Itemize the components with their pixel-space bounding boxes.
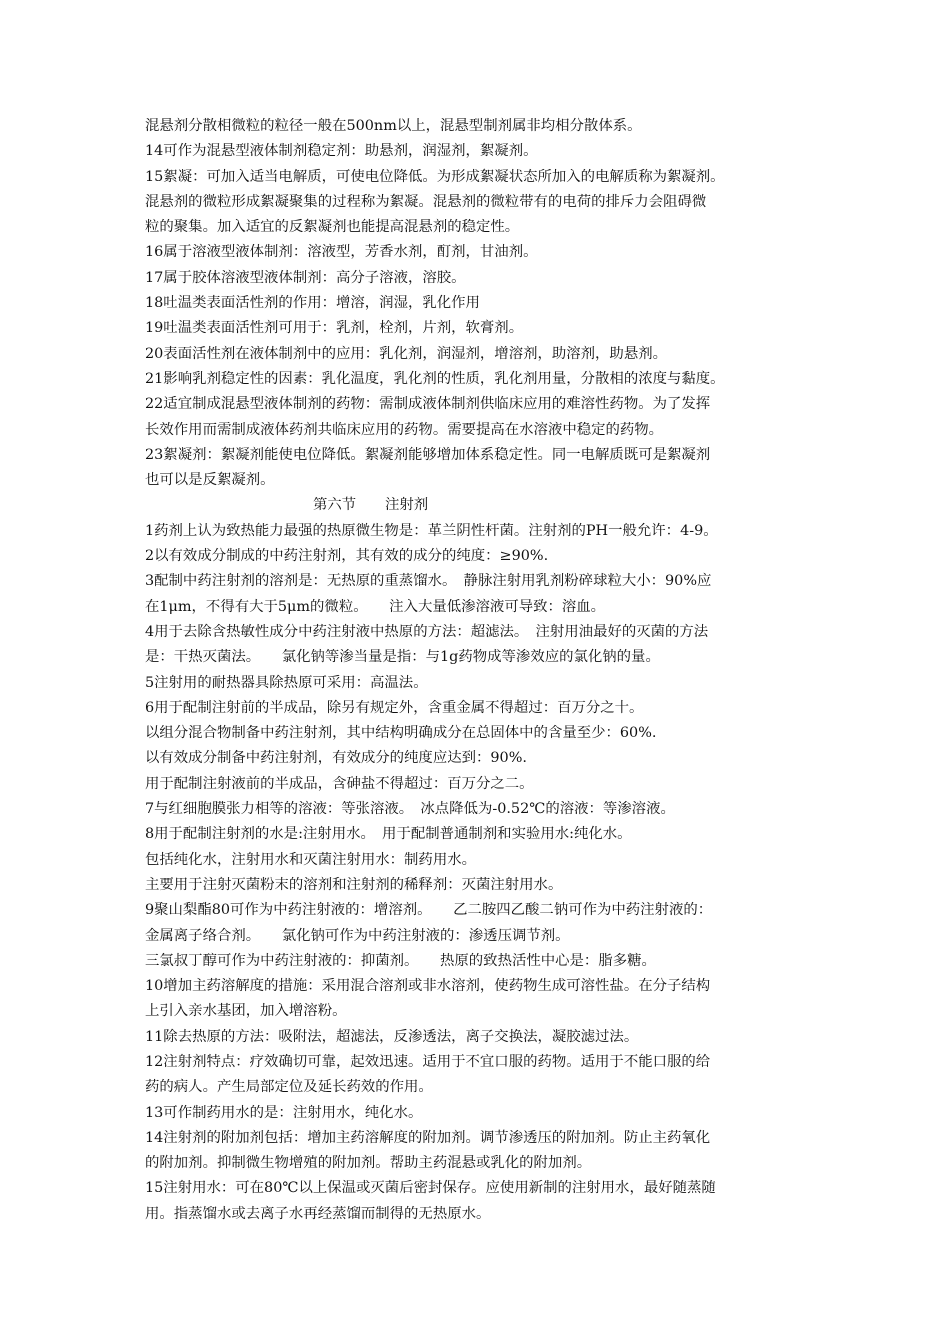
- text-line: 18吐温类表面活性剂的作用：增溶，润湿，乳化作用: [145, 295, 480, 312]
- document-page: [145, 114, 815, 1227]
- text-line: 用于配制注射液前的半成品，含砷盐不得超过：百万分之二。: [145, 775, 534, 792]
- section-heading: 第六节 注射剂: [313, 497, 429, 514]
- text-line: 19吐温类表面活性剂可用于：乳剂，栓剂，片剂，软膏剂。: [145, 320, 524, 337]
- text-line: 21影响乳剂稳定性的因素：乳化温度，乳化剂的性质，乳化剂用量，分散相的浓度与黏度。: [145, 370, 725, 387]
- text-line: 包括纯化水，注射用水和灭菌注射用水：制药用水。: [145, 851, 476, 868]
- text-line: 23絮凝剂：絮凝剂能使电位降低。絮凝剂能够增加体系稳定性。同一电解质既可是絮凝剂: [145, 446, 711, 463]
- text-line: 4用于去除含热敏性成分中药注射液中热原的方法：超滤法。 注射用油最好的灭菌的方法: [145, 623, 709, 640]
- text-line: 20表面活性剂在液体制剂中的应用：乳化剂，润湿剂，增溶剂，助溶剂，助悬剂。: [145, 345, 667, 362]
- text-line: 7与红细胞膜张力相等的溶液：等张溶液。 冰点降低为-0.52℃的溶液：等渗溶液。: [145, 801, 675, 818]
- text-line: 15注射用水：可在80℃以上保温或灭菌后密封保存。应使用新制的注射用水，最好随蒸随: [145, 1180, 716, 1197]
- text-line: 14注射剂的附加剂包括：增加主药溶解度的附加剂。调节渗透压的附加剂。防止主药氧化: [145, 1129, 711, 1146]
- text-line: 17属于胶体溶液型液体制剂：高分子溶液，溶胶。: [145, 269, 466, 286]
- text-line: 11除去热原的方法：吸附法，超滤法，反渗透法，离子交换法，凝胶滤过法。: [145, 1028, 639, 1045]
- text-line: 12注射剂特点：疗效确切可靠，起效迅速。适用于不宜口服的药物。适用于不能口服的给: [145, 1053, 711, 1070]
- text-line: 13可作制药用水的是：注射用水，纯化水。: [145, 1104, 423, 1121]
- text-line: 的附加剂。抑制微生物增殖的附加剂。帮助主药混悬或乳化的附加剂。: [145, 1155, 592, 1172]
- text-line: 药的病人。产生局部定位及延长药效的作用。: [145, 1079, 433, 1096]
- text-line: 6用于配制注射前的半成品，除另有规定外，含重金属不得超过：百万分之十。: [145, 699, 644, 716]
- text-line: 9聚山梨酯80可作为中药注射液的：增溶剂。 乙二胺四乙酸二钠可作为中药注射液的：: [145, 902, 713, 919]
- text-line: 2以有效成分制成的中药注射剂，其有效的成分的纯度：≥90%.: [145, 548, 549, 565]
- text-line: 22适宜制成混悬型液体制剂的药物：需制成液体制剂供临床应用的难溶性药物。为了发挥: [145, 396, 711, 413]
- text-line: 8用于配制注射剂的水是:注射用水。 用于配制普通制剂和实验用水:纯化水。: [145, 826, 632, 843]
- text-line: 16属于溶液型液体制剂：溶液型，芳香水剂，酊剂，甘油剂。: [145, 244, 538, 261]
- text-line: 混悬剂的微粒形成絮凝聚集的过程称为絮凝。混悬剂的微粒带有的电荷的排斥力会阻碍微: [145, 193, 707, 210]
- text-line: 14可作为混悬型液体制剂稳定剂：助悬剂，润湿剂，絮凝剂。: [145, 143, 538, 160]
- text-line: 3配制中药注射剂的溶剂是：无热原的重蒸馏水。 静脉注射用乳剂粉碎球粒大小：90%应: [145, 573, 712, 590]
- text-line: 是：干热灭菌法。 氯化钠等渗当量是指：与1g药物成等渗效应的氯化钠的量。: [145, 649, 660, 666]
- text-line: 15絮凝：可加入适当电解质，可使电位降低。为形成絮凝状态所加入的电解质称为絮凝剂。: [145, 168, 725, 185]
- text-line: 主要用于注射灭菌粉末的溶剂和注射剂的稀释剂：灭菌注射用水。: [145, 876, 563, 893]
- text-line: 粒的聚集。加入适宜的反絮凝剂也能提高混悬剂的稳定性。: [145, 219, 520, 236]
- text-line: 用。指蒸馏水或去离子水再经蒸馏而制得的无热原水。: [145, 1205, 491, 1222]
- text-line: 以组分混合物制备中药注射剂，其中结构明确成分在总固体中的含量至少：60%.: [145, 725, 657, 742]
- text-line: 金属离子络合剂。 氯化钠可作为中药注射液的：渗透压调节剂。: [145, 927, 570, 944]
- text-line: 三氯叔丁醇可作为中药注射液的：抑菌剂。 热原的致热活性中心是：脂多糖。: [145, 952, 656, 969]
- text-line: 1药剂上认为致热能力最强的热原微生物是：革兰阴性杆菌。注射剂的PH一般允许：4-9。: [145, 522, 718, 539]
- text-line: 长效作用而需制成液体药剂共临床应用的药物。需要提高在水溶液中稳定的药物。: [145, 421, 664, 438]
- text-line: 以有效成分制备中药注射剂，有效成分的纯度应达到：90%.: [145, 750, 527, 767]
- text-line: 也可以是反絮凝剂。: [145, 472, 275, 489]
- text-line: 5注射用的耐热器具除热原可采用：高温法。: [145, 674, 428, 691]
- text-line: 上引入亲水基团，加入增溶粉。: [145, 1003, 347, 1020]
- text-line: 混悬剂分散相微粒的粒径一般在500nm以上，混悬型制剂属非均相分散体系。: [145, 118, 642, 134]
- text-line: 10增加主药溶解度的措施：采用混合溶剂或非水溶剂，使药物生成可溶性盐。在分子结构: [145, 978, 711, 995]
- text-line: 在1μm，不得有大于5μm的微粒。 注入大量低渗溶液可导致：溶血。: [145, 598, 606, 615]
